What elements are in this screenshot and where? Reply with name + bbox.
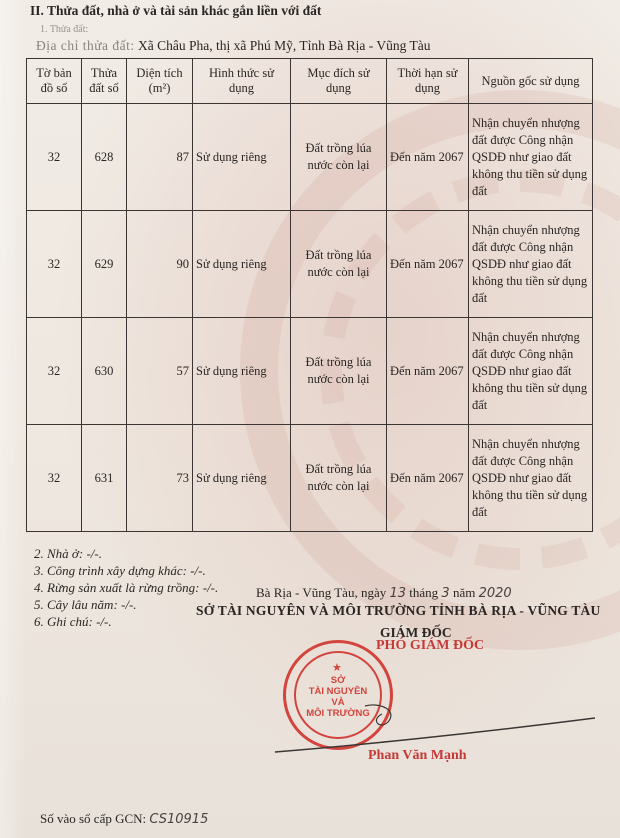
header-area: Diện tích (m²): [127, 59, 193, 104]
issuing-agency: SỞ TÀI NGUYÊN VÀ MÔI TRƯỜNG TỈNH BÀ RỊA - VŨNG TÀU: [196, 603, 601, 618]
note-other-works: 3. Công trình xây dựng khác: -/-.: [34, 563, 206, 578]
seal-line: TÀI NGUYÊN: [308, 686, 368, 697]
table-row: [27, 211, 593, 318]
date-year-label: năm: [452, 585, 476, 600]
seal-line: SỞ: [330, 675, 346, 686]
cell-parcel: 629: [82, 211, 127, 318]
table-header-row: [27, 59, 593, 104]
signer-name: Phan Văn Mạnh: [368, 748, 467, 763]
cell-origin: Nhận chuyển nhượng đất được Công nhận QSDĐ như giao đất không thu tiền sử dụng đất: [469, 425, 593, 532]
cell-origin: Nhận chuyển nhượng đất được Công nhận QSDĐ như giao đất không thu tiền sử dụng đất: [469, 318, 593, 425]
seal-star-icon: ★: [332, 662, 342, 674]
cell-sheet: 32: [27, 211, 82, 318]
note-house: 2. Nhà ở: -/-.: [34, 546, 102, 561]
seal-line: MÔI TRƯỜNG: [306, 708, 370, 719]
cell-form: Sử dụng riêng: [193, 104, 291, 211]
address-value: Xã Châu Pha, thị xã Phú Mỹ, Tỉnh Bà Rịa - Vũng Tàu: [138, 38, 431, 53]
cell-purpose: Đất trồng lúa nước còn lại: [291, 318, 387, 425]
cell-form: Sử dụng riêng: [193, 425, 291, 532]
table-row: [27, 425, 593, 532]
cell-parcel: 630: [82, 318, 127, 425]
table-row: [27, 104, 593, 211]
cell-sheet: 32: [27, 104, 82, 211]
cell-term: Đến năm 2067: [387, 318, 469, 425]
header-purpose: Mục đích sử dụng: [291, 59, 387, 104]
date-year: 2020: [478, 586, 512, 601]
director-title: GIÁM ĐỐC: [380, 625, 452, 640]
header-form: Hình thức sử dụng: [193, 59, 291, 104]
table-row: [27, 318, 593, 425]
registration-number: CS10915: [149, 812, 209, 827]
cell-sheet: 32: [27, 425, 82, 532]
cell-form: Sử dụng riêng: [193, 211, 291, 318]
registration-label: Số vào sổ cấp GCN:: [40, 811, 147, 826]
note-perennial-trees: 5. Cây lâu năm: -/-.: [34, 597, 137, 612]
date-month: 3: [441, 586, 450, 601]
paper-fold-shadow: [0, 0, 26, 838]
cell-parcel: 628: [82, 104, 127, 211]
cell-origin: Nhận chuyển nhượng đất được Công nhận QSDĐ như giao đất không thu tiền sử dụng đất: [469, 104, 593, 211]
seal-line: VÀ: [331, 697, 345, 708]
cell-term: Đến năm 2067: [387, 425, 469, 532]
cell-purpose: Đất trồng lúa nước còn lại: [291, 104, 387, 211]
cell-area: 87: [127, 104, 193, 211]
section-title: II. Thửa đất, nhà ở và tài sản khác gắn liền với đất: [30, 3, 322, 18]
cell-area: 90: [127, 211, 193, 318]
date-month-label: tháng: [409, 585, 439, 600]
parcel-address: [36, 38, 431, 54]
cell-origin: Nhận chuyển nhượng đất được Công nhận QSDĐ như giao đất không thu tiền sử dụng đất: [469, 211, 593, 318]
cell-parcel: 631: [82, 425, 127, 532]
note-remarks: 6. Ghi chú: -/-.: [34, 614, 112, 629]
registration-line: [40, 811, 208, 827]
notes-list: [34, 545, 218, 630]
deputy-director-title: PHÓ GIÁM ĐỐC: [376, 638, 485, 653]
cell-area: 57: [127, 318, 193, 425]
header-sheet: Tờ bản đồ số: [27, 59, 82, 104]
note-forest: 4. Rừng sản xuất là rừng trồng: -/-.: [34, 580, 219, 595]
cell-term: Đến năm 2067: [387, 211, 469, 318]
parcel-table: [26, 58, 593, 532]
header-origin: Nguồn gốc sử dụng: [469, 59, 593, 104]
address-prefix: Địa chỉ thửa đất:: [36, 38, 135, 53]
faint-subheading: 1. Thửa đất:: [40, 24, 89, 35]
cell-purpose: Đất trồng lúa nước còn lại: [291, 425, 387, 532]
cell-term: Đến năm 2067: [387, 104, 469, 211]
cell-area: 73: [127, 425, 193, 532]
header-term: Thời hạn sử dụng: [387, 59, 469, 104]
cell-form: Sử dụng riêng: [193, 318, 291, 425]
issue-date: [256, 585, 512, 601]
date-place: Bà Rịa - Vũng Tàu, ngày: [256, 585, 387, 600]
cell-sheet: 32: [27, 318, 82, 425]
header-parcel: Thửa đất số: [82, 59, 127, 104]
cell-purpose: Đất trồng lúa nước còn lại: [291, 211, 387, 318]
date-day: 13: [389, 586, 407, 601]
